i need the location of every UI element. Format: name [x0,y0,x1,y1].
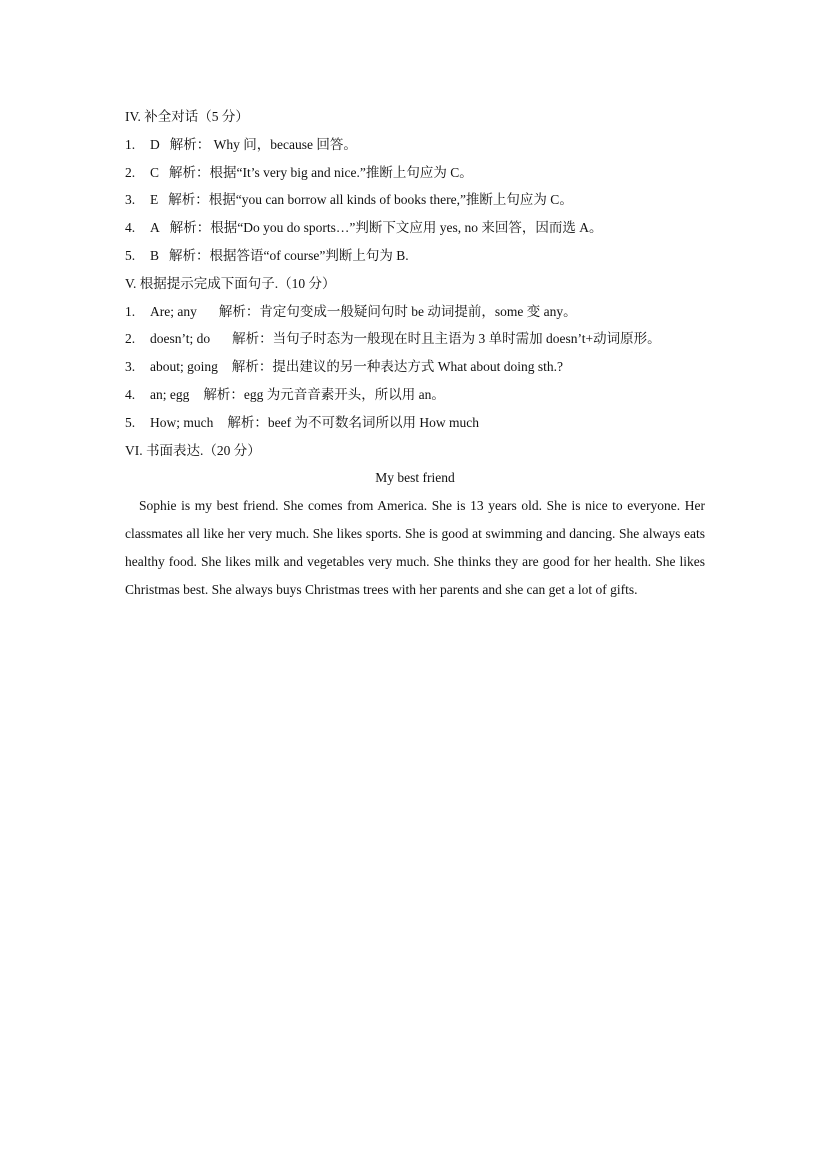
section-heading-vi: VI. 书面表达.（20 分） [125,442,261,458]
item-answer: A [150,220,160,236]
item-answer: D [150,136,160,152]
item-number: 3. [125,192,136,208]
item-explanation: 解析：根据“Do you do sports…”判断下文应用 yes, no 来回答，因而选 A。 [169,220,603,236]
item-explanation: 解析：根据答语“of course”判断上句为 B. [169,247,409,263]
answer-line [125,298,705,326]
item-answer: an; egg [150,386,190,402]
item-answer: doesn’t; do [150,331,211,347]
answer-line [125,381,705,409]
item-number: 5. [125,414,136,430]
item-explanation: 解析：egg 为元音音素开头，所以用 an。 [203,386,445,402]
item-number: 1. [125,136,136,152]
answer-line [125,353,705,381]
item-number: 3. [125,359,136,375]
answer-line [125,186,705,214]
answer-content [125,103,705,603]
item-answer: about; going [150,359,218,375]
answer-line [125,242,705,270]
item-explanation: 解析：beef 为不可数名词所以用 How much [227,414,479,430]
item-explanation: 解析： Why 问，because 回答。 [169,136,357,152]
item-number: 1. [125,303,136,319]
item-number: 2. [125,331,136,347]
item-explanation: 解析：提出建议的另一种表达方式 What about doing sth.? [231,359,563,375]
answer-line [125,159,705,187]
item-number: 4. [125,386,136,402]
answer-line [125,214,705,242]
item-explanation: 解析：肯定句变成一般疑问句时 be 动词提前，some 变 any。 [218,303,577,319]
item-answer: B [150,247,160,263]
section-heading-iv: IV. 补全对话（5 分） [125,109,249,124]
item-number: 2. [125,164,136,180]
item-number: 5. [125,247,136,263]
section-heading-v: V. 根据提示完成下面句子.（10 分） [125,275,336,291]
item-answer: E [150,192,159,208]
answer-line [125,131,705,159]
answer-line [125,325,705,353]
item-explanation: 解析：根据“It’s very big and nice.”推断上句应为 C。 [169,164,473,180]
item-explanation: 解析：当句子时态为一般现在时且主语为 3 单时需加 doesn’t+动词原形。 [232,331,661,347]
item-answer: Are; any [150,303,197,319]
essay-body: Sophie is my best friend. She comes from America. She is 13 years old. She is nice to everyone. Her classmates all like her very much. She likes sports. She is good at swimming and dancing. She always eats healthy food. She likes milk and vegetables very much. She thinks they are good for her health. She likes Christmas best. She always buys Christmas trees with her parents and she can get a lot of gifts. [125,498,705,597]
essay-title: My best friend [375,470,455,486]
item-number: 4. [125,220,136,236]
answer-line [125,409,705,437]
item-answer: C [150,164,160,180]
item-answer: How; much [150,414,214,430]
item-explanation: 解析：根据“you can borrow all kinds of books there,”推断上句应为 C。 [168,192,573,208]
